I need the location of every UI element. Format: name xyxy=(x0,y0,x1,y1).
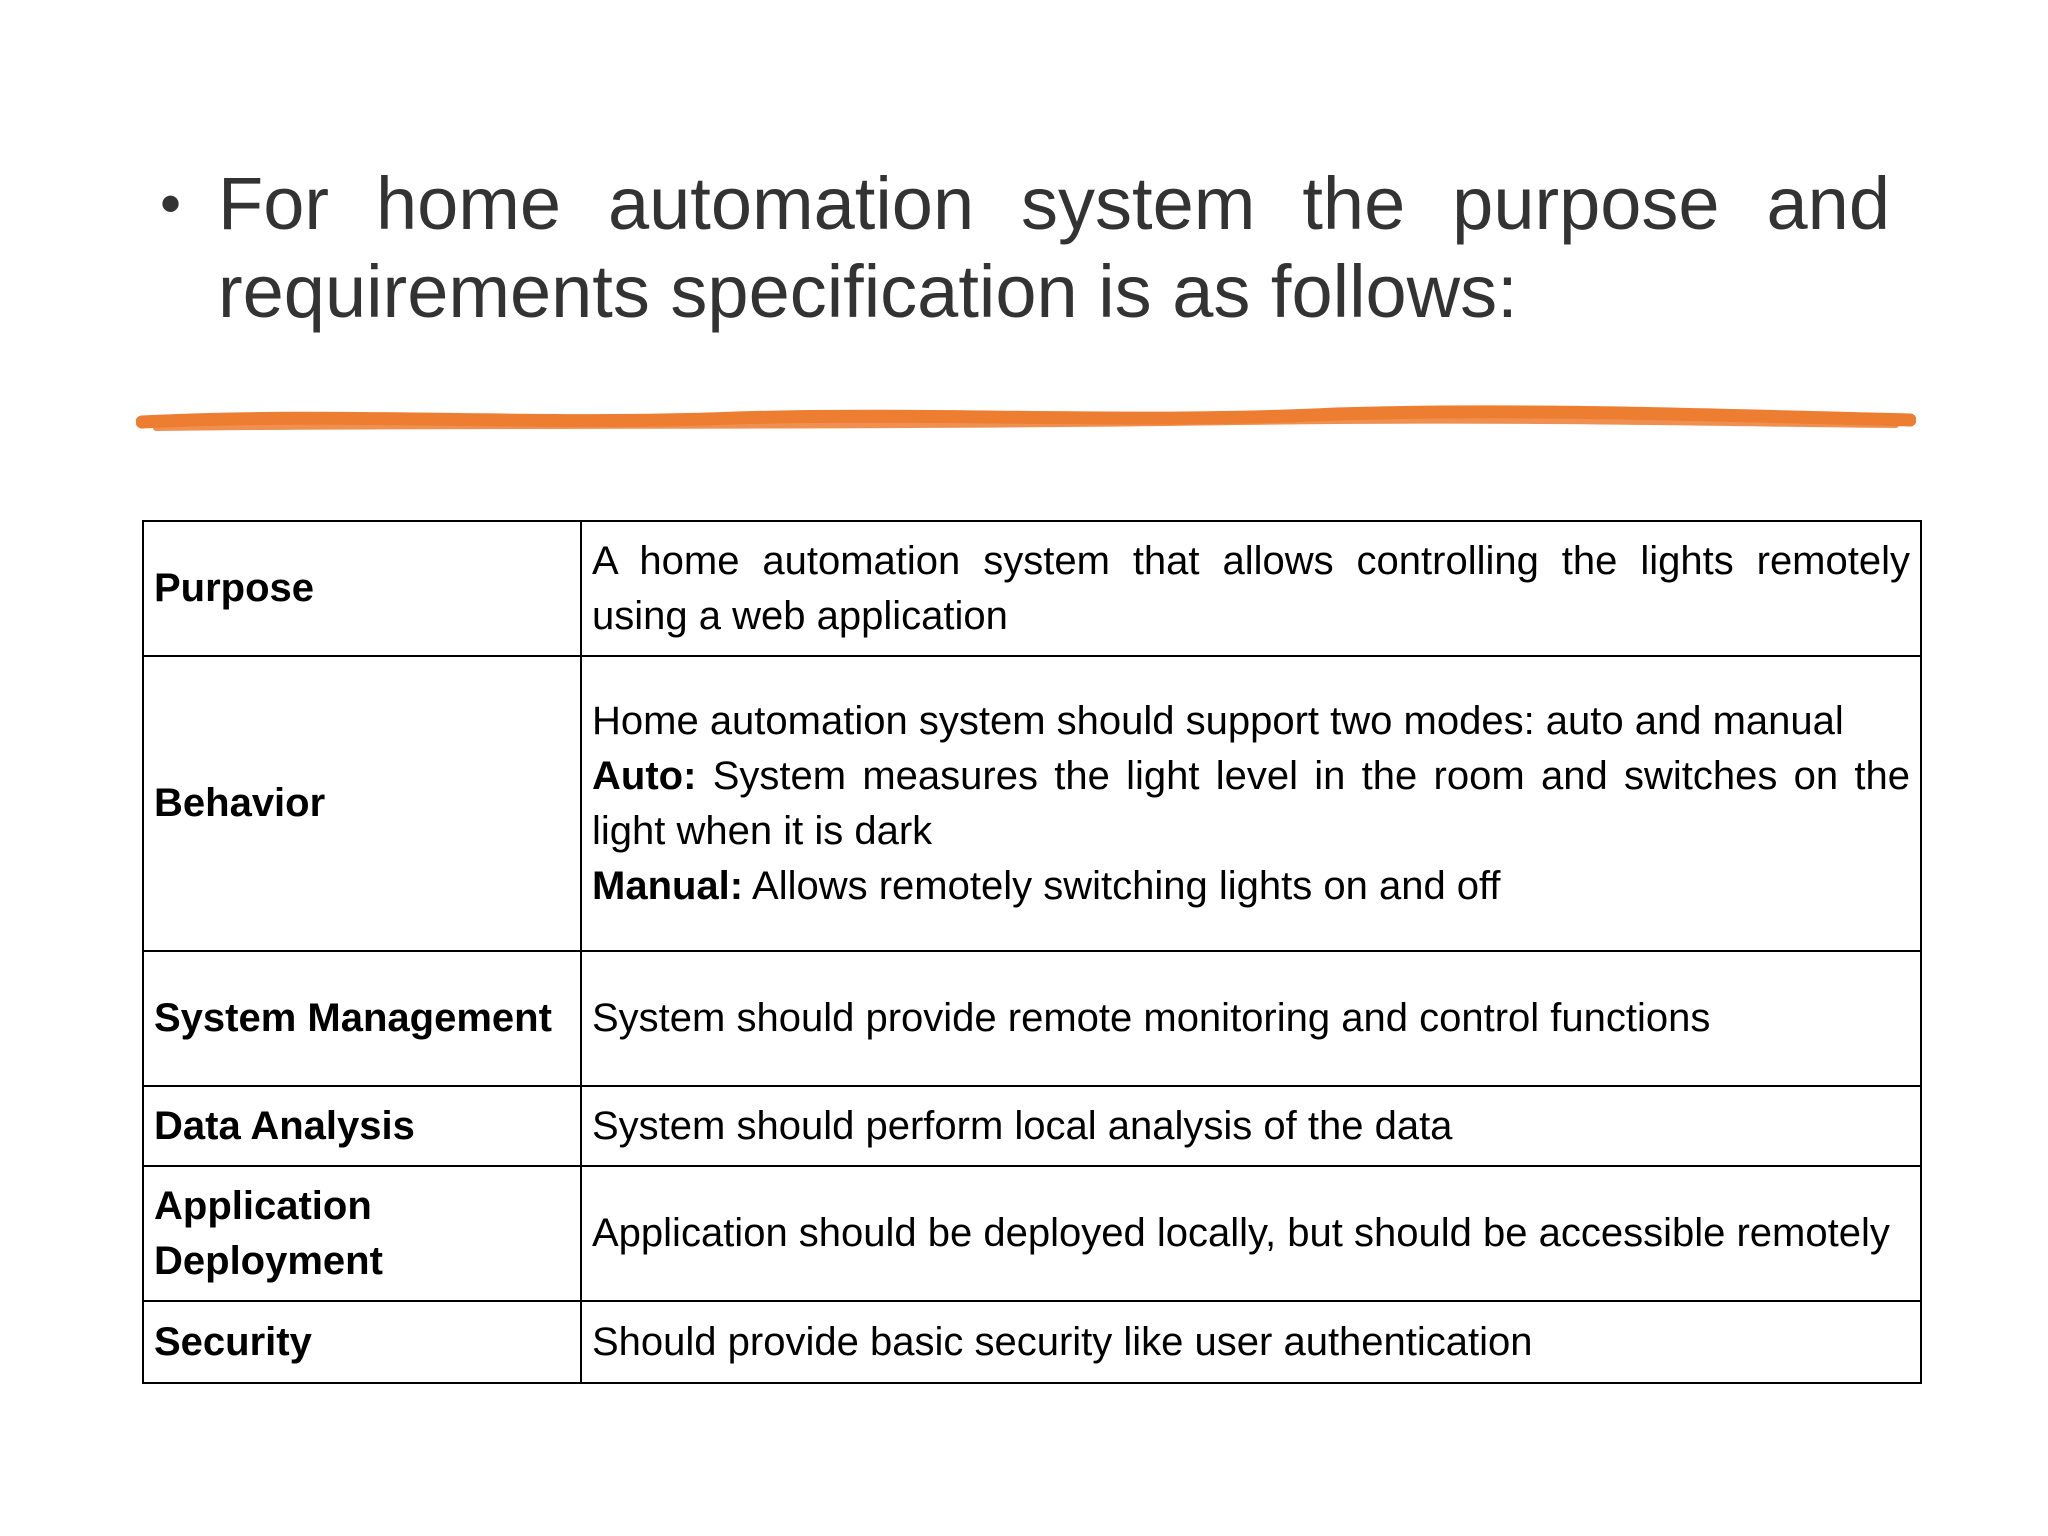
mode-text: System measures the light level in the room and switches on the light when it is dark xyxy=(592,753,1910,853)
row-label: Security xyxy=(143,1301,581,1383)
behavior-mode-auto xyxy=(592,749,1910,859)
bullet-point: • xyxy=(160,170,182,237)
row-value xyxy=(581,1301,1921,1383)
orange-brush-divider xyxy=(136,398,1916,438)
system-management-text: System should provide remote monitoring and control functions xyxy=(592,996,1711,1040)
row-value xyxy=(581,1086,1921,1166)
row-label: Data Analysis xyxy=(143,1086,581,1166)
table-row-application-deployment xyxy=(143,1166,1921,1301)
row-label: System Management xyxy=(143,951,581,1086)
application-deployment-text: Application should be deployed locally, but should be accessible remotely xyxy=(592,1211,1890,1255)
row-value xyxy=(581,1166,1921,1301)
requirements-table xyxy=(142,520,1922,1384)
row-value xyxy=(581,656,1921,951)
table-row-behavior xyxy=(143,656,1921,951)
purpose-text: A home automation system that allows controlling the lights remotely using a web application xyxy=(592,538,1910,638)
table-row-purpose xyxy=(143,521,1921,656)
row-label: Application Deployment xyxy=(143,1166,581,1301)
table-row-system-management xyxy=(143,951,1921,1086)
row-value xyxy=(581,521,1921,656)
mode-name: Manual: xyxy=(592,863,744,908)
row-label: Purpose xyxy=(143,521,581,656)
security-text: Should provide basic security like user authentication xyxy=(592,1319,1533,1364)
row-value xyxy=(581,951,1921,1086)
row-label: Behavior xyxy=(143,656,581,951)
heading-text: For home automation system the purpose and requirements specification is as follows: xyxy=(218,162,1890,333)
table-row-security xyxy=(143,1301,1921,1383)
mode-name: Auto: xyxy=(592,753,697,798)
behavior-mode-manual xyxy=(592,859,1910,914)
behavior-intro: Home automation system should support two modes: auto and manual xyxy=(592,698,1844,743)
mode-text: Allows remotely switching lights on and off xyxy=(752,863,1501,908)
slide-heading xyxy=(160,160,1890,336)
table-row-data-analysis xyxy=(143,1086,1921,1166)
data-analysis-text: System should perform local analysis of the data xyxy=(592,1103,1453,1148)
